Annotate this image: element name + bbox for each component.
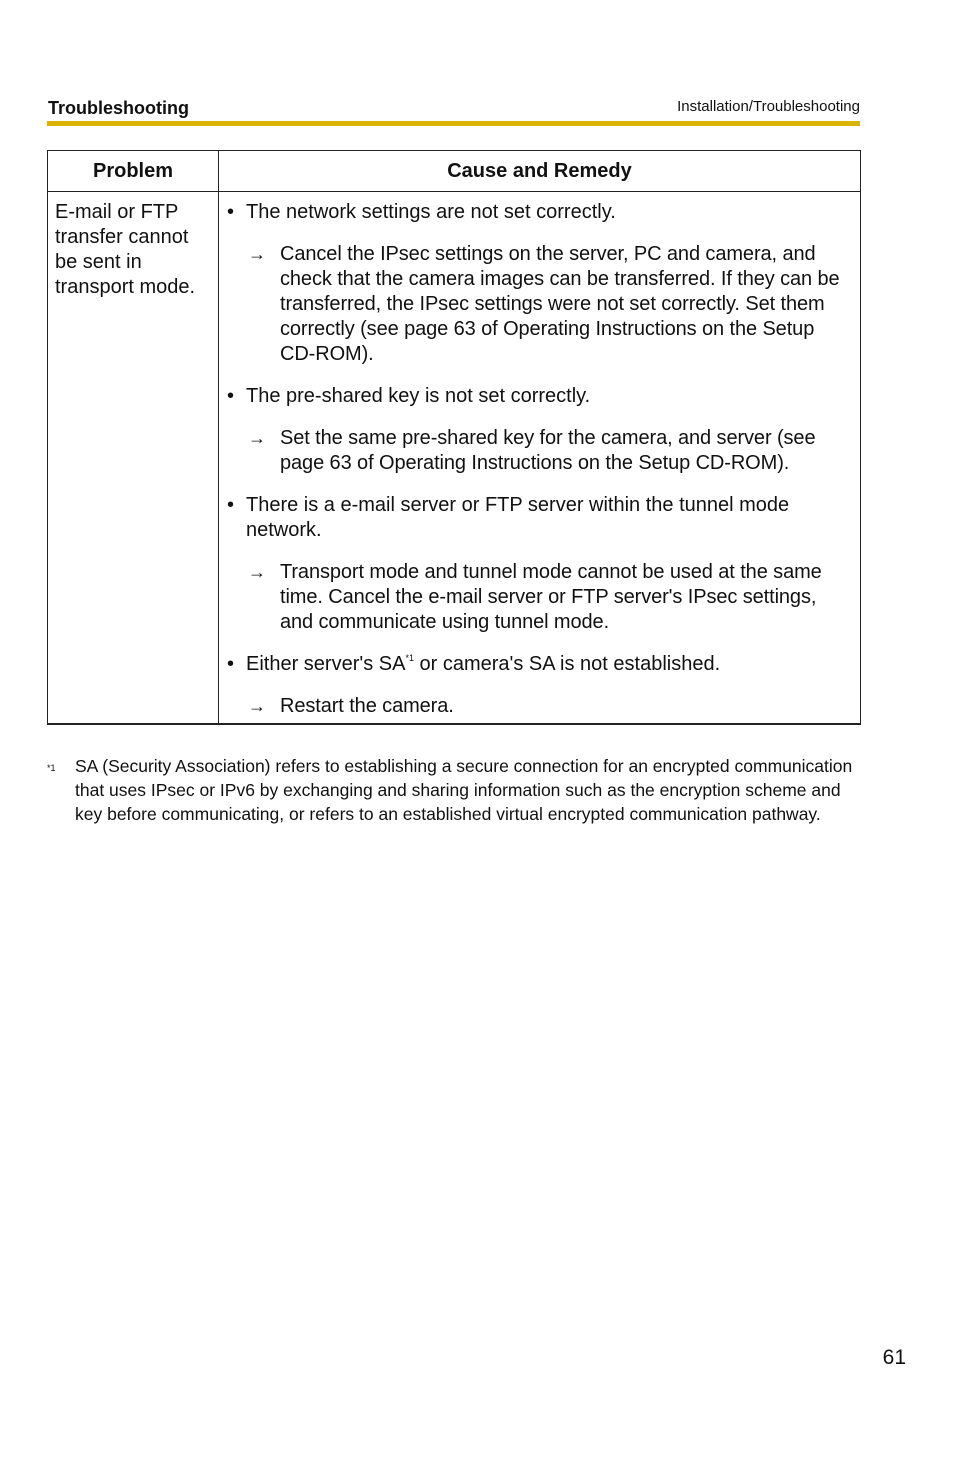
remedy-text: Transport mode and tunnel mode cannot be used at the same time. Cancel the e-mail server or FTP server's IPsec settings, and communicate using tunnel mode.	[280, 561, 822, 633]
remedy-item	[227, 694, 850, 719]
arrow-right-icon: →	[248, 562, 266, 582]
remedy-cell	[219, 192, 861, 725]
remedy-text: Cancel the IPsec settings on the server, PC and camera, and check that the camera images can be transferred. If they can be transferred, the IPsec settings were not set correctly. Set them correctly (see page 63 of Operating Instructions on the Setup CD-ROM).	[280, 243, 840, 365]
remedy-text: Set the same pre-shared key for the camera, and server (see page 63 of Operating Instructions on the Setup CD-ROM).	[280, 427, 816, 474]
cause-text: The pre-shared key is not set correctly.	[246, 385, 591, 407]
bullet-icon: •	[227, 385, 235, 407]
remedy-text: Restart the camera.	[280, 695, 454, 717]
problem-cell: E-mail or FTP transfer cannot be sent in transport mode.	[48, 192, 219, 725]
remedy-column-header: Cause and Remedy	[219, 151, 861, 192]
troubleshooting-table	[47, 150, 861, 725]
cause-text-start: Either server's SA	[246, 653, 406, 675]
footnote-mark: *1	[47, 763, 56, 773]
table-row	[48, 192, 861, 725]
cause-text-end: or camera's SA is not established.	[413, 653, 721, 675]
cause-text: There is a e-mail server or FTP server within the tunnel mode network.	[246, 494, 790, 541]
footnote-reference: *1	[405, 653, 414, 663]
chapter-title: Installation/Troubleshooting	[677, 98, 860, 115]
cause-item	[227, 200, 850, 225]
arrow-right-icon: →	[248, 428, 266, 448]
cause-item	[227, 652, 850, 677]
footnote	[47, 754, 862, 826]
bullet-icon: •	[227, 653, 235, 675]
cause-text: The network settings are not set correctly.	[246, 201, 616, 223]
section-title: Troubleshooting	[48, 98, 189, 118]
remedy-item	[227, 242, 850, 367]
problem-column-header: Problem	[48, 151, 219, 192]
footnote-text: SA (Security Association) refers to establishing a secure connection for an encrypted communication that uses IPsec or IPv6 by exchanging and sharing information such as the encryption scheme and key before communicating, or refers to an established virtual encrypted communication pathway.	[75, 756, 853, 824]
header-rule	[47, 121, 860, 126]
table-header-row	[48, 151, 861, 192]
page-number: 61	[882, 1346, 906, 1369]
bullet-icon: •	[227, 201, 235, 223]
remedy-item	[227, 560, 850, 635]
cause-item	[227, 384, 850, 409]
bullet-icon: •	[227, 494, 235, 516]
cause-item	[227, 493, 850, 543]
arrow-right-icon: →	[248, 696, 266, 716]
arrow-right-icon: →	[248, 244, 266, 264]
remedy-item	[227, 426, 850, 476]
